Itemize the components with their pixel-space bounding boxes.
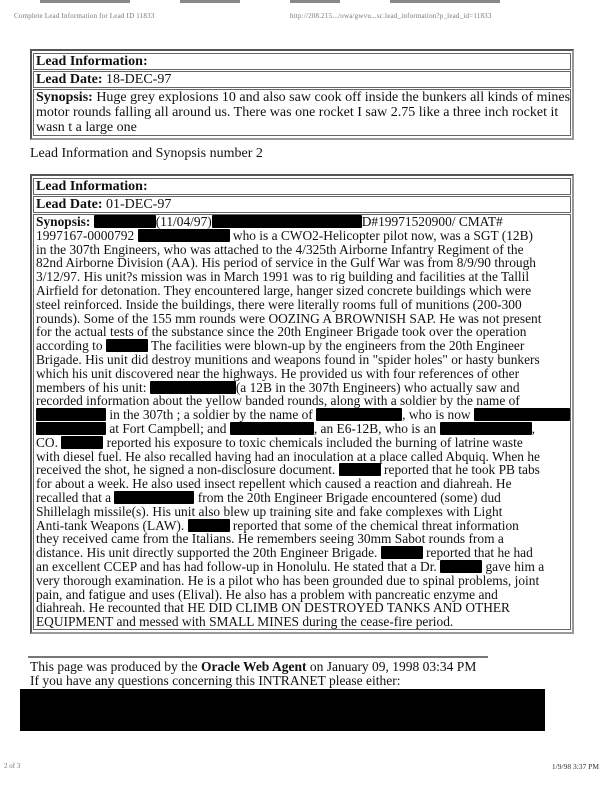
synopsis-line: an excellent CCEP and has had follow-up in Honolulu. He stated that a Dr. [R] gave him a [36,558,545,574]
synopsis-line-row [36,312,568,326]
redacted-contact-block [20,689,545,731]
lead-date-label: Lead Date: [36,72,103,87]
redaction-block: [R] [36,422,106,435]
synopsis-line-row [36,367,568,381]
synopsis-line-row [36,256,568,270]
synopsis-line: with diesel fuel. He also recalled having had an inoculation at a place called Abquiq. When he [36,448,540,464]
synopsis-line: wasn t a large one [36,120,137,135]
synopsis-line: received the shot, he signed a non-disclosure document. [R] reported that he took PB tabs [36,462,540,478]
page-number: 2 of 3 [4,762,21,770]
synopsis-line-row [36,339,568,353]
redaction-block: [R] [440,560,482,573]
synopsis-line: motor rounds falling all around us. There was one rocket I saw 2.75 like a three inch rocket it [36,105,559,120]
redaction-block: [R] [212,215,362,228]
section-caption: Lead Information and Synopsis number 2 [30,146,263,161]
synopsis-line: steel reinforced. Inside the buildings, there were literally rooms full of munitions (200-300 [36,296,522,312]
redaction-block: [R] [106,339,148,352]
synopsis-line-row [36,491,568,505]
synopsis-line-row [36,243,568,257]
synopsis-line: diahreah. He recounted that HE DID CLIMB ON DESTROYED TANKS AND OTHER [36,600,510,616]
synopsis-line: for the actual tests of the substance since the 20th Engineer Brigade took over the operation [36,324,527,340]
redaction-block: [R] [188,519,230,532]
synopsis-line: in the 307th Engineers, who was attached to the 4/325th Airborne Infantry Regiment of the [36,241,524,257]
lead-2-date-row [33,196,571,213]
redaction-block: [R] [381,546,423,559]
synopsis-line: Airfield for detonation. They encountered large, hanger sized concrete buildings which were [36,282,532,298]
synopsis-line: they received came from the Italians. He remembers seeing 30mm Sabot rounds from a [36,531,504,547]
synopsis-label: Synopsis: [36,90,93,105]
synopsis-line-row [36,284,568,298]
synopsis-line-row [36,353,568,367]
synopsis-line-row [36,601,568,615]
synopsis-line-row [36,477,568,491]
synopsis-line: 3/12/97. His unit?s mission was in March 1991 was to rig building and facilities at the Tallil [36,269,530,285]
synopsis-line-row [36,325,568,339]
redaction-block: [R] [94,215,156,228]
synopsis-line: EQUIPMENT and messed with SMALL MINES during the cease-fire period. [36,614,454,630]
top-edge-artifact [180,0,240,3]
synopsis-line: very thorough examination. He is a pilot who has been grounded due to spinal problems, joint [36,572,540,588]
lead-2-synopsis-row [33,214,571,630]
synopsis-line: [R] (11/04/97) [R] D#19971520900/ CMAT# [90,214,502,229]
synopsis-line-row [36,532,568,546]
synopsis-line: distance. His unit directly supported the 20th Engineer Brigade. [R] reported that he had [36,545,533,561]
page-header-title: Complete Lead Information for Lead ID 11833 [14,12,155,20]
synopsis-line: according to [R] The facilities were blown-up by the engineers from the 20th Engineer [36,338,525,354]
synopsis-line-row [36,408,568,422]
synopsis-line-row [36,436,568,450]
synopsis-line-row [36,298,568,312]
redaction-block: [R] [339,463,381,476]
lead-2-info-row [33,178,571,195]
lead-1-table [30,49,574,140]
print-timestamp: 1/9/98 3:37 PM [551,762,599,771]
redaction-block: [R] [150,381,236,394]
synopsis-line-row [36,229,568,243]
synopsis-line: Huge grey explosions 10 and also saw cook off inside the bunkers all kinds of mines [92,90,571,105]
synopsis-line-row [36,519,568,533]
lead-1-info-row [33,53,571,70]
synopsis-label: Synopsis: [36,214,91,229]
synopsis-line-row [36,270,568,284]
redaction-block: [R] [36,408,106,421]
synopsis-line: 82nd Airborne Division (AA). His period of service in the Gulf War was from 8/9/90 through [36,255,536,271]
redaction-block: [R] [230,422,314,435]
synopsis-line: [R] in the 307th ; a soldier by the name of [R] , who is now [R] [36,407,570,422]
top-edge-artifact [290,0,340,3]
redaction-block: [R] [440,422,532,435]
redaction-block: [R] [474,408,570,421]
lead-1-synopsis-row [33,89,571,136]
synopsis-line: Brigade. His unit did destroy munitions and weapons found in "spider holes" or hasty bunkers [36,351,540,367]
redaction-block: [R] [61,436,103,449]
redaction-block: [R] [114,491,194,504]
synopsis-line: Shillelagh missile(s). His unit also blew up training site and fake complexes with Light [36,503,503,519]
synopsis-line-row [36,615,568,629]
lead-1-date-row [33,71,571,88]
produced-suffix: on January 09, 1998 03:34 PM [306,659,477,674]
synopsis-line-row [36,215,568,229]
footer-text [30,660,476,688]
lead-date-value: 18-DEC-97 [106,72,172,87]
top-edge-artifact [390,0,500,3]
synopsis-line: CO. [R] reported his exposure to toxic chemicals included the burning of latrine waste [36,434,523,450]
redaction-block: [R] [316,408,402,421]
synopsis-line: rounds). Some of the 155 mm rounds were OOZING A BROWNISH SAP. He was not present [36,310,542,326]
synopsis-line: recalled that a [R] from the 20th Engineer Brigade encountered (some) dud [36,489,501,505]
page-header-url: http://208.215.../owa/gwvu...sc.lead_information?p_lead_id=11833 [290,12,492,20]
synopsis-line: Anti-tank Weapons (LAW). [R] reported that some of the chemical threat information [36,517,519,533]
questions-text: If you have any questions concerning this INTRANET please either: [30,673,401,688]
synopsis-line: recorded information about the yellow banded rounds, along with a soldier by the name of [36,393,520,409]
synopsis-line-row [36,546,568,560]
lead-2-table [30,174,574,634]
synopsis-line-row [36,422,568,436]
synopsis-line-row [36,560,568,574]
synopsis-line: [R] at Fort Campbell; and [R] , an E6-12B, who is an [R] , [36,421,535,436]
synopsis-line: for about a week. He also used insect repellent which caused a reaction and diahreah. He [36,476,512,492]
produced-prefix: This page was produced by the [30,659,201,674]
synopsis-line: 1997167-0000792 [R] who is a CWO2-Helicopter pilot now, was a SGT (12B) [36,227,534,243]
oracle-web-agent: Oracle Web Agent [200,659,307,674]
synopsis-line-row [36,381,568,395]
synopsis-line-row [36,394,568,408]
footer-divider [28,656,488,658]
top-edge-artifact [40,0,130,3]
synopsis-line-row [36,588,568,602]
synopsis-line-row [36,463,568,477]
lead-date-value: 01-DEC-97 [106,197,172,212]
lead-info-label: Lead Information: [36,54,148,69]
lead-info-label: Lead Information: [36,179,148,194]
lead-date-label: Lead Date: [36,197,103,212]
synopsis-line: which his unit discovered near the highways. He provided us with four references of other [36,365,520,381]
synopsis-line: pain, and fatigue and uses (Elival). He also has a problem with pancreatic enzyme and [36,586,498,602]
redaction-block: [R] [138,229,230,242]
synopsis-line-row [36,505,568,519]
synopsis-line-row [36,450,568,464]
synopsis-line-row [36,574,568,588]
synopsis-line: members of his unit: [R] (a 12B in the 307th Engineers) who actually saw and [36,379,520,395]
